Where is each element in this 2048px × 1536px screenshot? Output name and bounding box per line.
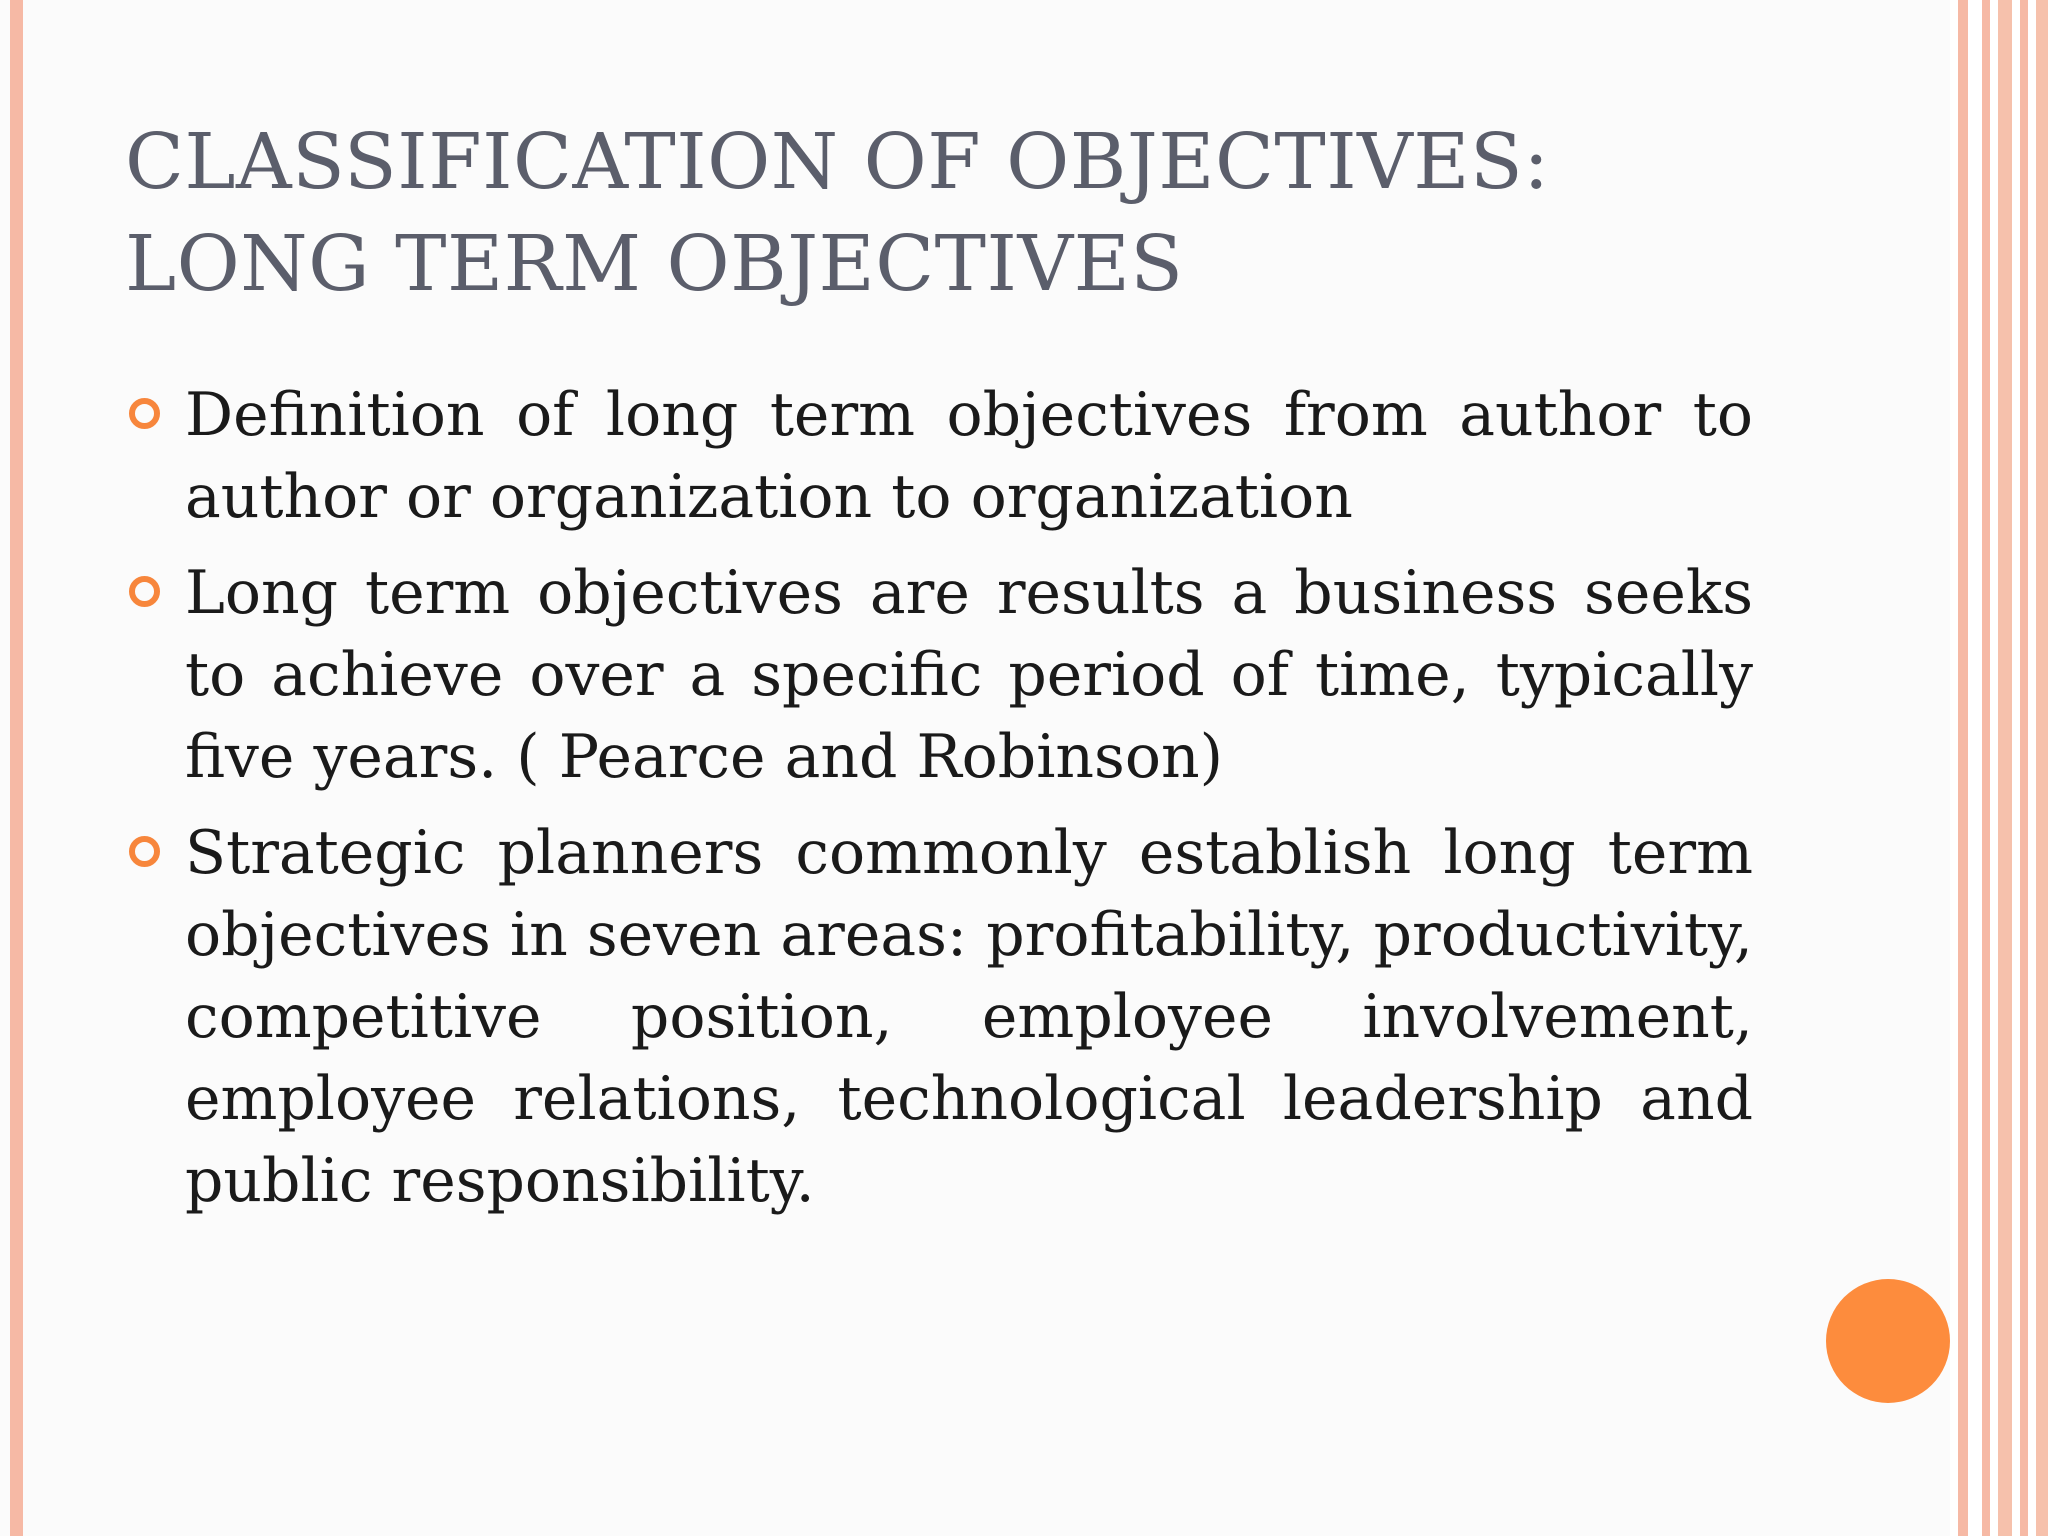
bullet-text: Long term objectives are results a business seeks to achieve over a specific period of time, typically five years. ( Pearce and Robinson) (185, 558, 1753, 792)
bullet-item (125, 552, 1753, 798)
bullet-text: Definition of long term objectives from author to author or organization to organization (185, 380, 1753, 532)
ring-bullet-icon (129, 836, 160, 867)
orange-circle-decoration (1826, 1279, 1950, 1403)
right-stripe (2036, 0, 2048, 1536)
bullet-list (125, 374, 1753, 1236)
right-stripe (2020, 0, 2028, 1536)
bullet-item (125, 812, 1753, 1222)
left-decorative-stripe (10, 0, 23, 1536)
slide-title (125, 112, 1825, 316)
slide-title-line: LONG TERM OBJECTIVES (125, 220, 1184, 309)
right-stripe (1998, 0, 2012, 1536)
slide-title-line: CLASSIFICATION OF OBJECTIVES: (125, 118, 1550, 207)
bullet-text: Strategic planners commonly establish long term objectives in seven areas: profitability, productivity, competitive position, employee involvement, employee relations, technological leadership and public responsibility. (185, 818, 1753, 1216)
right-stripe (1982, 0, 1990, 1536)
bullet-item (125, 374, 1753, 538)
right-stripe (1958, 0, 1968, 1536)
ring-bullet-icon (129, 576, 160, 607)
ring-bullet-icon (129, 398, 160, 429)
